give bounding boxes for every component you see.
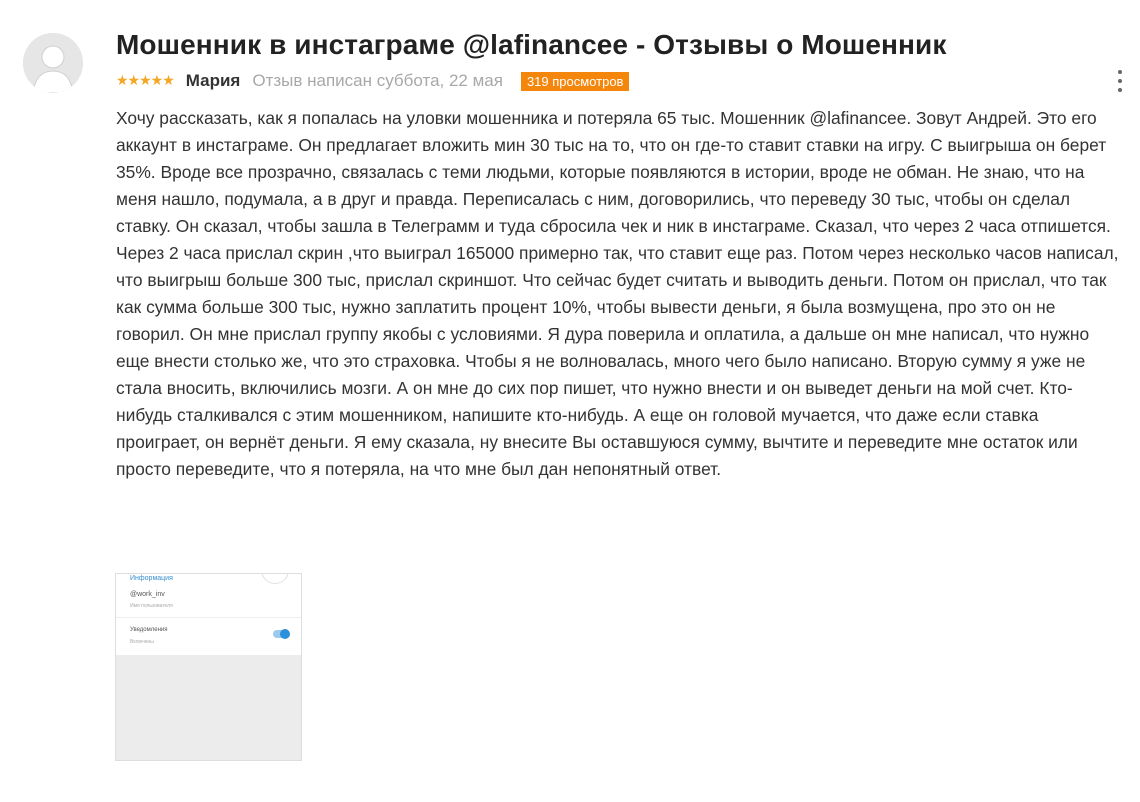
toggle-switch-icon	[273, 630, 289, 638]
vertical-dots-menu-icon[interactable]	[1114, 70, 1126, 92]
author-name[interactable]: Мария	[185, 71, 241, 90]
screenshot-divider	[116, 617, 301, 618]
screenshot-username: @work_inv	[130, 591, 165, 598]
screenshot-notifications-label: Уведомления	[130, 627, 168, 633]
avatar-circle-icon	[261, 573, 289, 584]
views-badge: 319 просмотров	[521, 72, 630, 91]
screenshot-username-caption: Имя пользователя	[130, 603, 173, 609]
review-date: Отзыв написан суббота, 22 мая	[252, 71, 503, 90]
attachment-thumbnail[interactable]	[115, 573, 302, 761]
review-body: Хочу рассказать, как я попалась на уловки мошенника и потеряла 65 тыс. Мошенник @lafinancee. Зовут Андрей. Это его аккаунт в инстаграме. Он предлагает вложить мин 30 тыс на то, что он где-то ставит ставки на игру. С выигрыша он берет 35%. Вроде все прозрачно, связалась с теми людьми, которые появляются в истории, вроде не обман. Не знаю, что на меня нашло, подумала, а в друг и правда. Переписалась с ним, договорились, что переведу 30 тыс, чтобы он сделал ставку. Он сказал, чтобы зашла в Телеграмм и туда сбросила чек и ник в инстаграме. Сказал, что через 2 часа отпишется. Через 2 часа прислал скрин ,что выиграл 165000 примерно так, что ставит еще раз. Потом через несколько часов написал, что выигрыш больше 300 тыс, прислал скриншот. Что сейчас будет считать и выводить деньги. Потом он прислал, что так как сумма больше 300 тыс, нужно заплатить процент 10%, чтобы вывести деньги, я была возмущена, про это он не говорил. Он мне прислал группу якобы с условиями. Я дура поверила и оплатила, а дальше он мне написал, что нужно еще внести столько же, что это страховка. Чтобы я не волновалась, много чего было написано. Вторую сумму я уже не стала вносить, включились мозги. А он мне до сих пор пишет, что нужно внести и он выведет деньги на мой счет. Кто-нибудь сталкивался с этим мошенником, напишите кто-нибудь. А еще он головой мучается, что даже если ставка проиграет, он вернёт деньги. Я ему сказала, ну внесите Вы оставшуюся сумму, вычтите и переведите мне остаток или просто переведите, что я потеряла, на что мне был дан непонятный ответ.	[116, 108, 1119, 479]
screenshot-header: Информация	[130, 575, 173, 582]
screenshot-notifications-caption: Включены	[130, 639, 154, 645]
default-user-avatar-icon	[23, 33, 83, 93]
rating-stars: ★★★★★	[116, 73, 174, 89]
review-meta	[116, 70, 629, 92]
review-title[interactable]: Мошенник в инстаграме @lafinancee - Отзывы о Мошенник	[116, 29, 947, 60]
author-avatar[interactable]	[23, 33, 83, 93]
screenshot-preview	[116, 574, 301, 655]
